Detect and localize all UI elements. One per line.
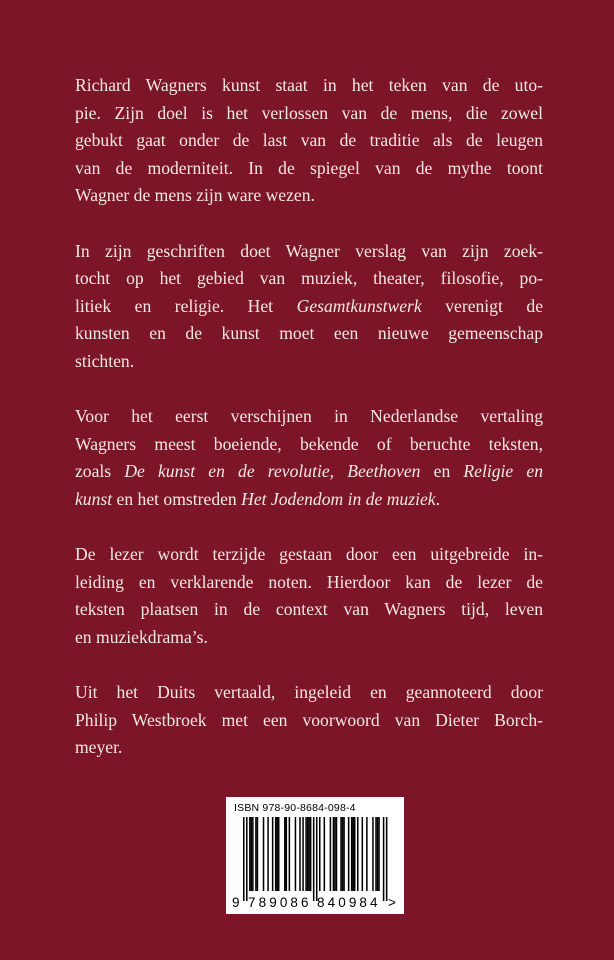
text-run: kunsten en de kunst moet een nieuwe gemeenschap <box>75 323 543 343</box>
text-run: Richard Wagners kunst staat in het teken van de uto- <box>75 75 543 95</box>
barcode-bar <box>307 817 309 891</box>
paragraph-1 <box>75 72 543 210</box>
barcode-digits-left: 789086 <box>248 895 312 910</box>
text-line <box>75 734 543 762</box>
text-run: en het omstreden <box>112 488 242 509</box>
barcode-bar <box>278 817 280 891</box>
italic-title: Het Jodendom in de muziek <box>241 488 436 509</box>
text-line <box>75 265 543 293</box>
barcode-bar <box>313 817 315 901</box>
barcode-bar <box>366 817 368 891</box>
text-run: pie. Zijn doel is het verlossen van de mens, die zowel <box>75 102 543 123</box>
barcode-bar <box>343 817 345 891</box>
text-line <box>75 182 543 210</box>
text-run: De lezer wordt terzijde gestaan door een uitgebreide in- <box>75 544 543 564</box>
barcode-bar <box>267 817 269 891</box>
barcode-bar <box>372 817 374 891</box>
text-line <box>75 72 543 100</box>
barcode-digits <box>226 895 404 911</box>
barcode-bar <box>375 817 377 891</box>
text-line <box>75 431 543 459</box>
barcode-bar <box>243 817 245 901</box>
barcode-bar <box>324 817 326 891</box>
barcode-bar <box>352 817 354 891</box>
text-line <box>75 624 543 652</box>
blurb-text <box>75 72 543 762</box>
barcode-digit-prefix: 9 <box>232 895 240 910</box>
barcode-digits-right: 840984 <box>317 895 381 910</box>
barcode-bar <box>342 817 344 891</box>
barcode-bar <box>354 817 356 891</box>
italic-title: Religie en <box>463 461 543 481</box>
italic-title: Gesamtkunstwerk <box>296 295 422 316</box>
text-run: en muziekdrama’s. <box>75 626 208 647</box>
paragraph-3 <box>75 403 543 513</box>
text-line <box>75 458 543 486</box>
barcode-bar <box>351 817 353 891</box>
text-line <box>75 403 543 431</box>
text-run: Uit het Duits vertaald, ingeleid en geannoteerd door <box>75 682 543 702</box>
barcode-bar <box>386 817 388 901</box>
text-run: teksten plaatsen in de context van Wagners tijd, leven <box>75 599 543 619</box>
text-line <box>75 155 543 183</box>
text-line <box>75 596 543 624</box>
text-line <box>75 348 543 376</box>
italic-title: De kunst en de revolutie, Beethoven <box>124 461 421 481</box>
barcode-bar <box>246 817 248 901</box>
barcode-bar <box>263 817 265 891</box>
paragraph-5 <box>75 679 543 762</box>
text-run: Philip Westbroek met een voorwoord van Dieter Borch- <box>75 709 543 730</box>
paragraph-4 <box>75 541 543 651</box>
barcode-bar <box>348 817 350 891</box>
barcode-bar <box>362 817 364 891</box>
barcode-bar <box>330 817 332 891</box>
barcode-bar <box>383 817 385 901</box>
text-run: gebukt gaat onder de last van de traditie als de leugen <box>75 130 543 150</box>
barcode-bar <box>316 817 318 901</box>
text-run: zoals <box>75 461 125 481</box>
barcode-bar <box>286 817 288 891</box>
barcode-bar <box>249 817 251 891</box>
text-run: verenigt de <box>421 295 543 316</box>
text-run: Wagner de mens zijn ware wezen. <box>75 185 315 205</box>
barcode-bar <box>319 817 321 891</box>
barcode-bar <box>255 817 257 891</box>
barcode-bar <box>251 817 253 891</box>
text-run: tocht op het gebied van muziek, theater, filosofie, po- <box>75 268 543 288</box>
text-run: van de moderniteit. In de spiegel van de mythe toont <box>75 157 543 178</box>
text-run: leiding en verklarende noten. Hierdoor kan de lezer de <box>75 571 543 592</box>
barcode-bar <box>340 817 342 891</box>
barcode-digit-end: > <box>388 895 396 910</box>
text-line <box>75 679 543 707</box>
text-run: meyer. <box>75 737 123 757</box>
italic-title: kunst <box>75 488 113 509</box>
text-run: . <box>435 488 440 509</box>
text-run: In zijn geschriften doet Wagner verslag van zijn zoek- <box>75 240 543 261</box>
barcode-bar <box>299 817 301 891</box>
barcode-bar <box>295 817 297 891</box>
text-line <box>75 320 543 348</box>
text-run: litiek en religie. Het <box>75 295 297 316</box>
text-run: Wagners meest boeiende, bekende of beruchte teksten, <box>75 433 543 454</box>
text-line <box>75 569 543 597</box>
barcode-bar <box>333 817 335 891</box>
barcode-bar <box>284 817 286 891</box>
text-run: Voor het eerst verschijnen in Nederlandse vertaling <box>75 406 543 426</box>
barcode-bar <box>377 817 379 891</box>
paragraph-2 <box>75 238 543 376</box>
barcode-bar <box>336 817 338 891</box>
text-line <box>75 100 543 128</box>
isbn-barcode <box>226 797 404 914</box>
text-line <box>75 541 543 569</box>
barcode-bar <box>252 817 254 891</box>
barcode-bar <box>257 817 259 891</box>
text-line <box>75 486 543 514</box>
text-line <box>75 127 543 155</box>
isbn-label: ISBN 978-90-8684-098-4 <box>234 802 356 814</box>
text-line <box>75 293 543 321</box>
barcode-bar <box>302 817 304 891</box>
text-run: en <box>420 461 464 481</box>
barcode-bar <box>310 817 312 891</box>
barcode-bar <box>378 817 380 891</box>
barcode-bar <box>289 817 291 891</box>
barcode-bar <box>357 817 359 891</box>
barcode-bar <box>272 817 274 891</box>
text-line <box>75 238 543 266</box>
barcode-bar <box>275 817 277 891</box>
text-line <box>75 707 543 735</box>
barcode-bar <box>308 817 310 891</box>
text-run: stichten. <box>75 350 135 371</box>
barcode-bar <box>305 817 307 891</box>
barcode-bar <box>276 817 278 891</box>
barcode-bar <box>334 817 336 891</box>
